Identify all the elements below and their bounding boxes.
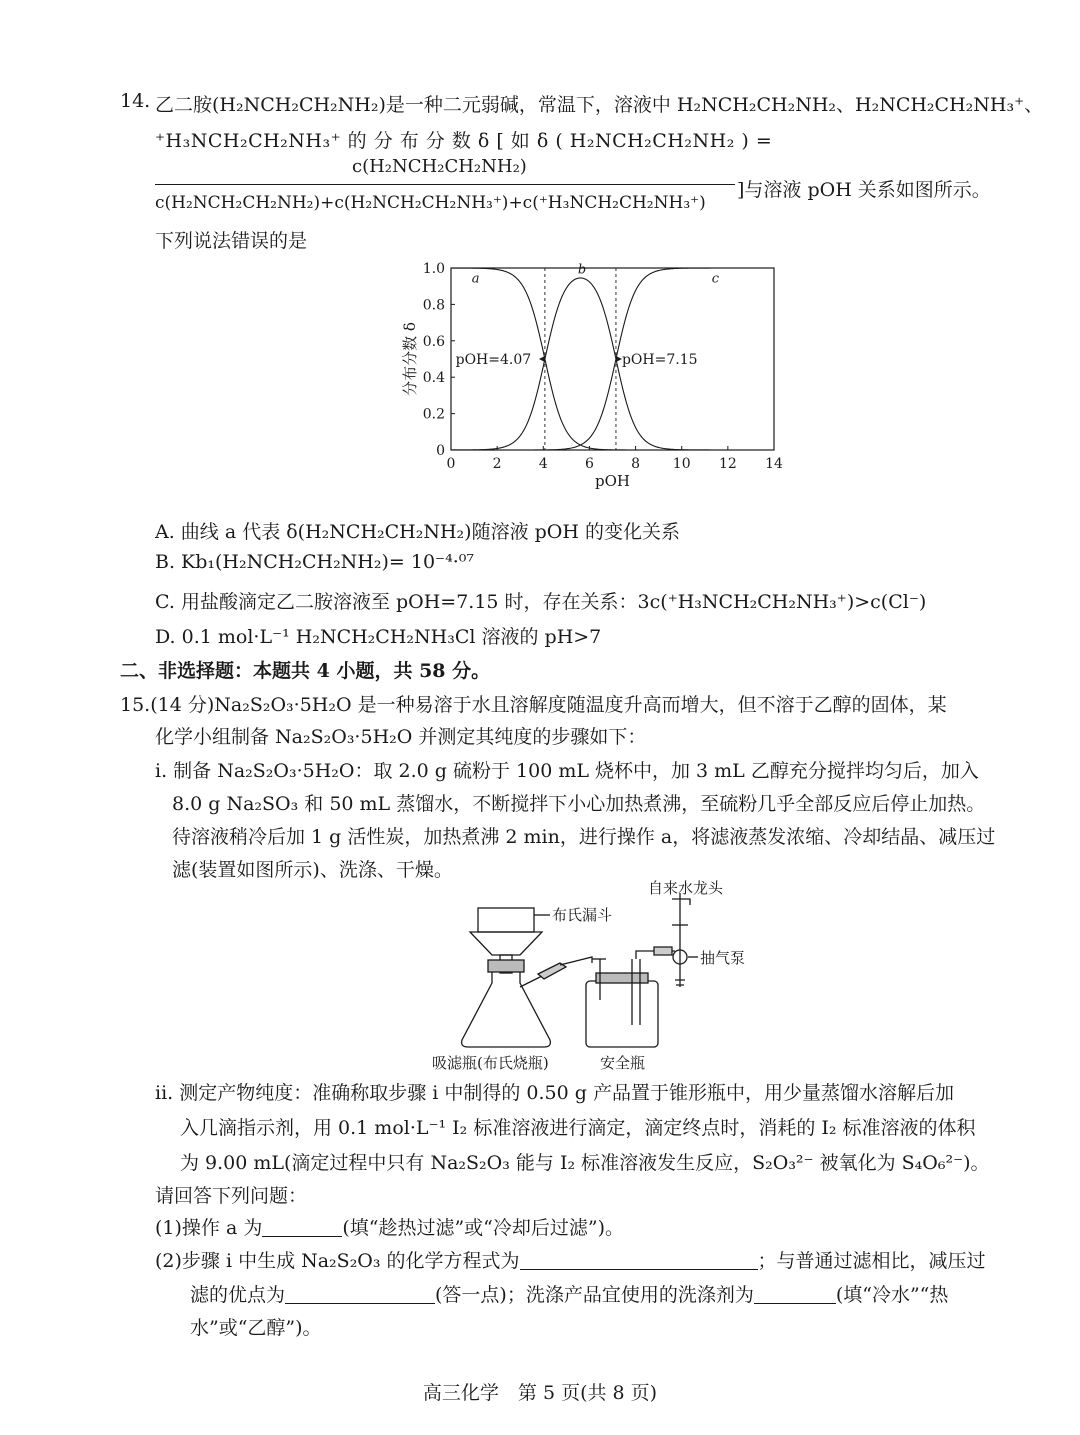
x-tick-label: 2: [492, 456, 502, 472]
q15-step-ii-line1: ii. 测定产物纯度：准确称取步骤 i 中制得的 0.50 g 产品置于锥形瓶中，用少量蒸馏水溶解后加: [155, 1082, 954, 1104]
q15-part2-text-c: 滤的优点为: [190, 1284, 286, 1306]
x-axis-label: pOH: [595, 472, 630, 490]
x-tick-label: 10: [672, 456, 691, 472]
distribution-chart: [395, 258, 795, 503]
series-label-a: a: [471, 271, 480, 287]
x-tick-label: 6: [584, 456, 594, 472]
q14-fraction-bar: [155, 184, 735, 185]
y-tick-label: 0.6: [422, 333, 445, 350]
q15-part2-line3: 水”或“乙醇”)。: [190, 1317, 322, 1339]
connecting-tube: [560, 957, 592, 965]
series-label-b: b: [577, 262, 587, 278]
q15-step-i-line4: 滤(装置如图所示)、洗涤、干燥。: [172, 859, 453, 881]
label-safety-bottle: 安全瓶: [600, 1054, 646, 1072]
q15-part2-text-d: (答一点)；洗涤产品宜使用的洗涤剂为: [435, 1284, 754, 1306]
q14-option-a: A. 曲线 a 代表 δ(H₂NCH₂CH₂NH₂)随溶液 pOH 的变化关系: [155, 521, 680, 543]
suction-flask: [462, 972, 551, 1047]
q15-part1-text-a: (1)操作 a 为: [155, 1217, 263, 1239]
q15-part2-text-e: (填“冷水”“热: [835, 1284, 949, 1306]
q14-fraction-denominator: c(H₂NCH₂CH₂NH₂)+c(H₂NCH₂CH₂NH₃⁺)+c(⁺H₃NCH₂CH₂NH₃⁺): [155, 193, 706, 213]
q15-part2-text-b: ；与普通过滤相比，减压过: [757, 1250, 986, 1272]
q15-part1: [155, 1213, 624, 1240]
series-label-c: c: [711, 271, 719, 287]
q14-stem-line1: 乙二胺(H₂NCH₂CH₂NH₂)是一种二元弱碱，常温下，溶液中 H₂NCH₂CH₂NH₂、H₂NCH₂CH₂NH₃⁺、: [155, 94, 1044, 116]
buchner-funnel-body: [470, 932, 542, 955]
q15-line2: 化学小组制备 Na₂S₂O₃·5H₂O 并测定其纯度的步骤如下：: [155, 726, 647, 748]
q15-part2-line1: [155, 1246, 986, 1273]
y-tick-label: 1.0: [422, 261, 445, 277]
y-axis-label: 分布分数 δ: [401, 322, 419, 396]
annotation-pkb1: pOH=4.07: [455, 352, 532, 368]
q15-line1: 15.(14 分)Na₂S₂O₃·5H₂O 是一种易溶于水且溶解度随温度升高而增大，但不溶于乙醇的固体，某: [120, 694, 947, 716]
y-tick-label: 0.8: [422, 297, 445, 314]
flask-stopper: [488, 960, 524, 972]
q14-option-b: B. Kb₁(H₂NCH₂CH₂NH₂)= 10⁻⁴·⁰⁷: [155, 551, 474, 573]
x-tick-label: 0: [446, 456, 456, 472]
rubber-tube-2: [654, 947, 672, 955]
annotation-arrow-1: [539, 356, 545, 362]
q15-part1-blank[interactable]: [262, 1218, 342, 1237]
q15-step-i-line3: 待溶液稍冷后加 1 g 活性炭，加热煮沸 2 min，进行操作 a，将滤液蒸发浓缩、冷却结晶、减压过: [172, 826, 996, 848]
q14-fraction-tail: ]与溶液 pOH 关系如图所示。: [737, 179, 991, 201]
q15-step-ii-line2: 入几滴指示剂，用 0.1 mol·L⁻¹ I₂ 标准溶液进行滴定，滴定终点时，消耗的 I₂ 标准溶液的体积: [180, 1117, 976, 1139]
q14-stem-line2: ⁺H₃NCH₂CH₂NH₃⁺ 的 分 布 分 数 δ [ 如 δ ( H₂NCH₂CH₂NH₂ ) =: [155, 130, 773, 152]
q15-step-i-line1: i. 制备 Na₂S₂O₃·5H₂O：取 2.0 g 硫粉于 100 mL 烧杯中，加 3 mL 乙醇充分搅拌均匀后，加入: [155, 760, 979, 782]
q14-option-d: D. 0.1 mol·L⁻¹ H₂NCH₂CH₂NH₃Cl 溶液的 pH>7: [155, 626, 602, 648]
label-buchner: 布氏漏斗: [552, 906, 613, 924]
page-footer: 高三化学 第 5 页(共 8 页): [422, 1382, 658, 1404]
section2-title: 二、非选择题：本题共 4 小题，共 58 分。: [120, 660, 491, 682]
q15-part1-text-b: (填“趁热过滤”或“冷却后过滤”)。: [342, 1217, 625, 1239]
q15-part2-equation-blank[interactable]: [520, 1251, 758, 1270]
q15-step-i-line2: 8.0 g Na₂SO₃ 和 50 mL 蒸馏水，不断搅拌下小心加热煮沸，至硫粉几乎全部反应后停止加热。: [172, 793, 986, 815]
y-tick-label: 0: [436, 443, 445, 459]
vacuum-filtration-apparatus: [420, 875, 780, 1075]
x-tick-label: 14: [765, 456, 783, 472]
y-tick-label: 0.2: [422, 406, 445, 423]
q14-number: 14.: [120, 90, 151, 112]
buchner-funnel-top: [478, 908, 534, 932]
q14-stem-line4: 下列说法错误的是: [155, 230, 308, 252]
x-tick-label: 4: [538, 456, 548, 472]
x-tick-label: 8: [631, 456, 641, 472]
q14-option-c: C. 用盐酸滴定乙二胺溶液至 pOH=7.15 时，存在关系：3c(⁺H₃NCH₂CH₂NH₃⁺)>c(Cl⁻): [155, 591, 927, 613]
x-tick-label: 12: [718, 456, 737, 472]
q15-part2-wash-blank[interactable]: [754, 1285, 836, 1304]
safety-bottle: [586, 981, 658, 1047]
q15-part2-advantage-blank[interactable]: [285, 1285, 435, 1304]
q14-fraction-numerator: c(H₂NCH₂CH₂NH₂): [352, 156, 527, 177]
label-faucet: 自来水龙头: [648, 879, 724, 897]
q15-part2-text-a: (2)步骤 i 中生成 Na₂S₂O₃ 的化学方程式为: [155, 1250, 520, 1272]
label-pump: 抽气泵: [700, 949, 746, 967]
annotation-pkb2: pOH=7.15: [621, 352, 698, 368]
q15-part2-line2: [190, 1280, 948, 1307]
y-tick-label: 0.4: [422, 370, 445, 387]
label-suction-flask: 吸滤瓶(布氏烧瓶): [432, 1054, 549, 1072]
q15-step-ii-line3: 为 9.00 mL(滴定过程中只有 Na₂S₂O₃ 能与 I₂ 标准溶液发生反应，S₂O₃²⁻ 被氧化为 S₄O₆²⁻)。: [180, 1152, 990, 1174]
rubber-tube-1: [538, 963, 566, 979]
q15-ask: 请回答下列问题：: [155, 1185, 308, 1207]
